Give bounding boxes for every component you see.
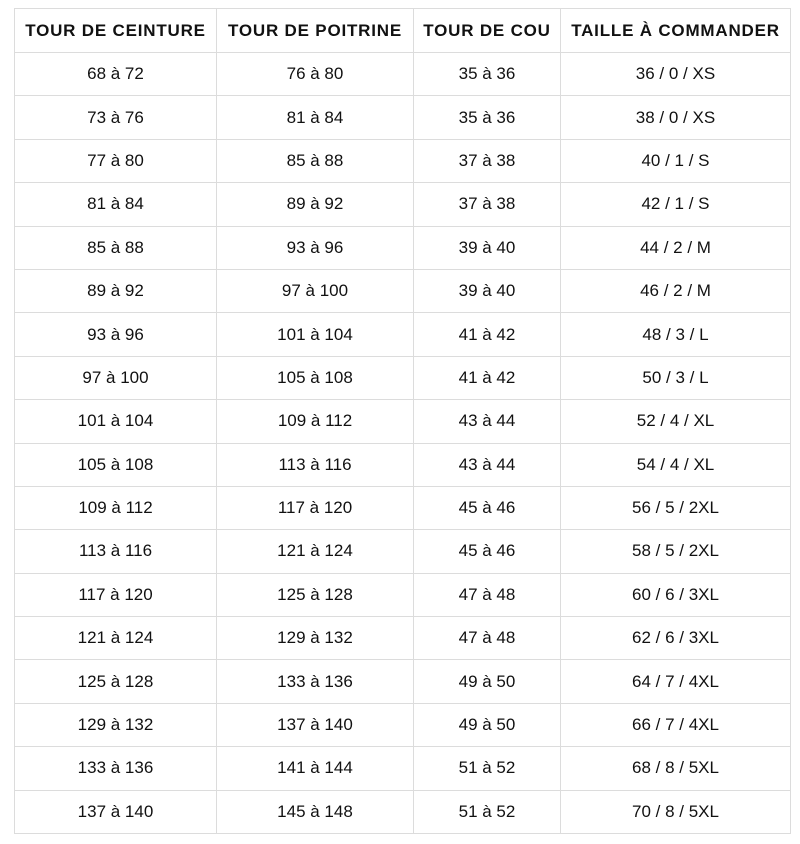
chest-cell: 89 à 92 [217, 183, 414, 226]
neck-cell: 41 à 42 [414, 313, 561, 356]
chest-cell: 137 à 140 [217, 703, 414, 746]
table-row [15, 313, 791, 356]
chest-cell: 109 à 112 [217, 400, 414, 443]
table-row [15, 443, 791, 486]
size-cell: 68 / 8 / 5XL [561, 747, 791, 790]
neck-cell: 39 à 40 [414, 269, 561, 312]
size-cell: 64 / 7 / 4XL [561, 660, 791, 703]
chest-cell: 93 à 96 [217, 226, 414, 269]
chest-cell: 85 à 88 [217, 139, 414, 182]
size-cell: 52 / 4 / XL [561, 400, 791, 443]
neck-cell: 49 à 50 [414, 660, 561, 703]
table-row [15, 660, 791, 703]
chest-cell: 97 à 100 [217, 269, 414, 312]
size-cell: 62 / 6 / 3XL [561, 617, 791, 660]
neck-cell: 45 à 46 [414, 486, 561, 529]
neck-cell: 47 à 48 [414, 573, 561, 616]
neck-cell: 37 à 38 [414, 139, 561, 182]
neck-cell: 47 à 48 [414, 617, 561, 660]
size-cell: 38 / 0 / XS [561, 96, 791, 139]
neck-cell: 41 à 42 [414, 356, 561, 399]
size-cell: 44 / 2 / M [561, 226, 791, 269]
waist-cell: 85 à 88 [15, 226, 217, 269]
chest-cell: 117 à 120 [217, 486, 414, 529]
chest-cell: 145 à 148 [217, 790, 414, 833]
table-row [15, 573, 791, 616]
size-cell: 50 / 3 / L [561, 356, 791, 399]
chest-cell: 113 à 116 [217, 443, 414, 486]
waist-cell: 97 à 100 [15, 356, 217, 399]
size-cell: 36 / 0 / XS [561, 53, 791, 96]
chest-cell: 125 à 128 [217, 573, 414, 616]
chest-cell: 141 à 144 [217, 747, 414, 790]
neck-cell: 43 à 44 [414, 400, 561, 443]
waist-cell: 101 à 104 [15, 400, 217, 443]
table-row [15, 703, 791, 746]
size-chart-table [14, 8, 791, 834]
neck-cell: 37 à 38 [414, 183, 561, 226]
table-row [15, 269, 791, 312]
neck-cell: 35 à 36 [414, 96, 561, 139]
waist-cell: 129 à 132 [15, 703, 217, 746]
waist-cell: 137 à 140 [15, 790, 217, 833]
table-row [15, 96, 791, 139]
size-cell: 70 / 8 / 5XL [561, 790, 791, 833]
chest-cell: 129 à 132 [217, 617, 414, 660]
neck-cell: 49 à 50 [414, 703, 561, 746]
chest-cell: 133 à 136 [217, 660, 414, 703]
waist-cell: 121 à 124 [15, 617, 217, 660]
table-row [15, 530, 791, 573]
neck-cell: 45 à 46 [414, 530, 561, 573]
table-row [15, 617, 791, 660]
size-cell: 46 / 2 / M [561, 269, 791, 312]
chest-cell: 105 à 108 [217, 356, 414, 399]
chest-cell: 81 à 84 [217, 96, 414, 139]
chest-cell: 101 à 104 [217, 313, 414, 356]
header-neck: TOUR DE COU [414, 9, 561, 53]
size-cell: 48 / 3 / L [561, 313, 791, 356]
size-cell: 42 / 1 / S [561, 183, 791, 226]
size-cell: 60 / 6 / 3XL [561, 573, 791, 616]
header-size-to-order: TAILLE À COMMANDER [561, 9, 791, 53]
header-chest: TOUR DE POITRINE [217, 9, 414, 53]
neck-cell: 35 à 36 [414, 53, 561, 96]
size-cell: 54 / 4 / XL [561, 443, 791, 486]
table-body [15, 53, 791, 834]
waist-cell: 77 à 80 [15, 139, 217, 182]
table-row [15, 400, 791, 443]
neck-cell: 39 à 40 [414, 226, 561, 269]
neck-cell: 43 à 44 [414, 443, 561, 486]
size-cell: 58 / 5 / 2XL [561, 530, 791, 573]
waist-cell: 125 à 128 [15, 660, 217, 703]
waist-cell: 81 à 84 [15, 183, 217, 226]
waist-cell: 68 à 72 [15, 53, 217, 96]
waist-cell: 89 à 92 [15, 269, 217, 312]
waist-cell: 113 à 116 [15, 530, 217, 573]
table-row [15, 356, 791, 399]
table-row [15, 486, 791, 529]
size-cell: 56 / 5 / 2XL [561, 486, 791, 529]
waist-cell: 105 à 108 [15, 443, 217, 486]
table-row [15, 747, 791, 790]
table-row [15, 183, 791, 226]
chest-cell: 76 à 80 [217, 53, 414, 96]
table-row [15, 790, 791, 833]
waist-cell: 117 à 120 [15, 573, 217, 616]
table-row [15, 53, 791, 96]
size-cell: 66 / 7 / 4XL [561, 703, 791, 746]
table-row [15, 226, 791, 269]
neck-cell: 51 à 52 [414, 747, 561, 790]
table-row [15, 139, 791, 182]
waist-cell: 109 à 112 [15, 486, 217, 529]
table-header-row [15, 9, 791, 53]
waist-cell: 93 à 96 [15, 313, 217, 356]
chest-cell: 121 à 124 [217, 530, 414, 573]
neck-cell: 51 à 52 [414, 790, 561, 833]
waist-cell: 133 à 136 [15, 747, 217, 790]
header-waist: TOUR DE CEINTURE [15, 9, 217, 53]
size-cell: 40 / 1 / S [561, 139, 791, 182]
waist-cell: 73 à 76 [15, 96, 217, 139]
